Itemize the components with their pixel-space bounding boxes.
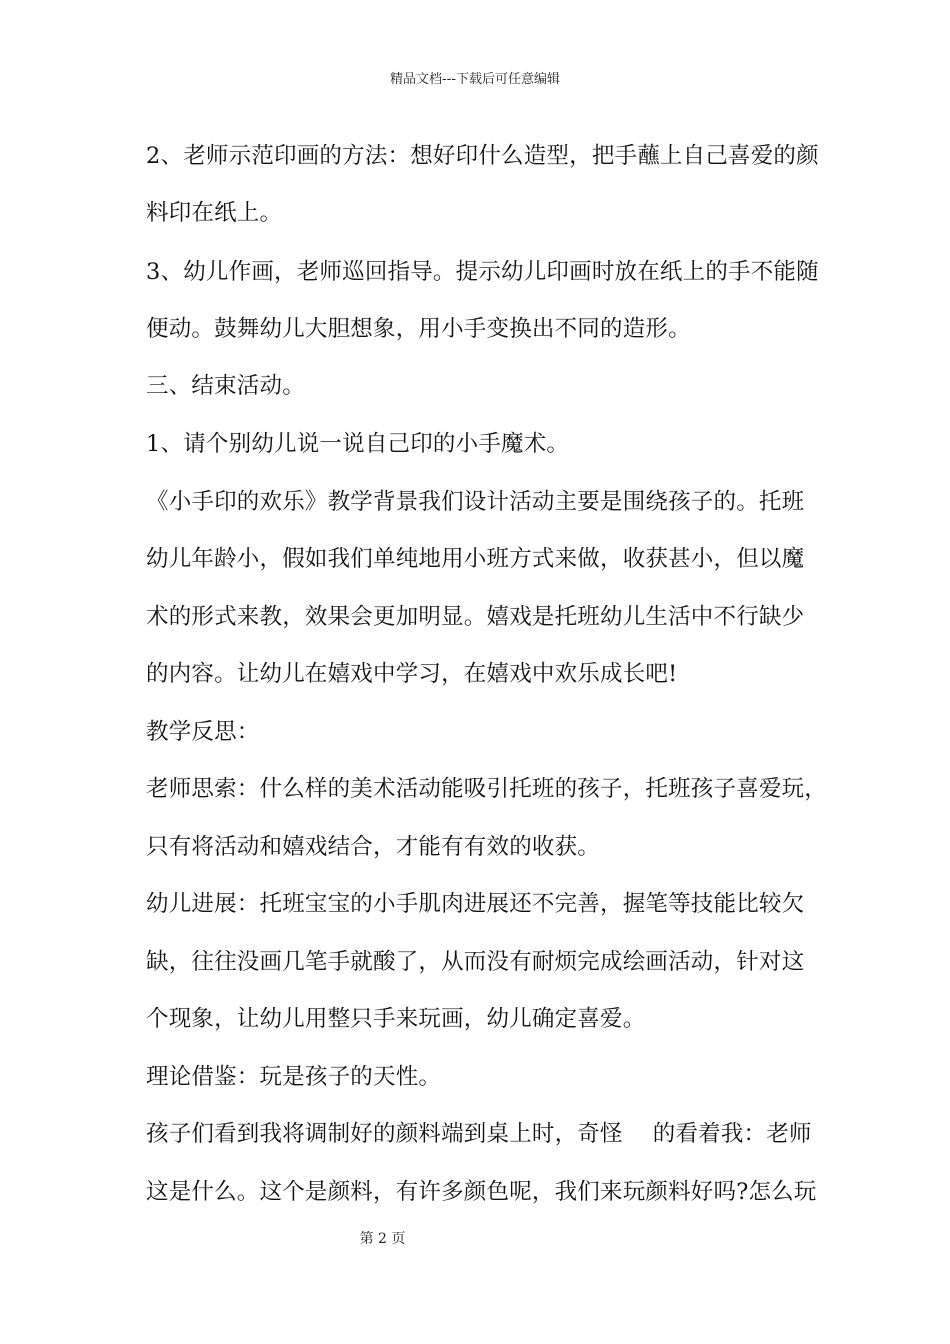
body-line: 2、老师示范印画的方法：想好印什么造型，把手蘸上自己喜爱的颜 — [146, 143, 819, 169]
body-line: 的内容。让幼儿在嬉戏中学习，在嬉戏中欢乐成长吧! — [146, 661, 678, 687]
page-header: 精品文档---下载后可任意编辑 — [389, 72, 561, 87]
body-line: 1、请个别幼儿说一说自己印的小手魔术。 — [146, 431, 570, 457]
body-line: 老师思索：什么样的美术活动能吸引托班的孩子，托班孩子喜爱玩， — [146, 776, 828, 802]
body-line: 3、幼儿作画，老师巡回指导。提示幼儿印画时放在纸上的手不能随 — [146, 259, 819, 285]
body-line: 这是什么。这个是颜料，有许多颜色呢，我们来玩颜料好吗?怎么玩 — [146, 1179, 817, 1205]
body-line: 幼儿进展：托班宝宝的小手肌肉进展还不完善，握笔等技能比较欠 — [146, 891, 805, 917]
body-line: 个现象，让幼儿用整只手来玩画，幼儿确定喜爱。 — [146, 1006, 646, 1032]
section-heading: 教学反思： — [146, 719, 260, 745]
body-line: 只有将活动和嬉戏结合，才能有有效的收获。 — [146, 834, 601, 860]
body-line: 理论借鉴：玩是孩子的天性。 — [146, 1064, 442, 1090]
body-line: 便动。鼓舞幼儿大胆想象，用小手变换出不同的造形。 — [146, 316, 691, 342]
section-heading: 三、结束活动。 — [146, 373, 305, 399]
body-line: 缺，往往没画几笔手就酸了，从而没有耐烦完成绘画活动，针对这 — [146, 949, 805, 975]
page-number: 第 2 页 — [359, 1231, 406, 1247]
body-line: 《小手印的欢乐》教学背景我们设计活动主要是围绕孩子的。托班 — [146, 489, 805, 515]
body-line: 孩子们看到我将调制好的颜料端到桌上时，奇怪 的看着我：老师 — [146, 1121, 812, 1147]
body-line: 料印在纸上。 — [146, 200, 283, 226]
body-line: 术的形式来教，效果会更加明显。嬉戏是托班幼儿生活中不行缺少 — [146, 604, 805, 630]
body-line: 幼儿年龄小，假如我们单纯地用小班方式来做，收获甚小，但以魔 — [146, 546, 805, 572]
